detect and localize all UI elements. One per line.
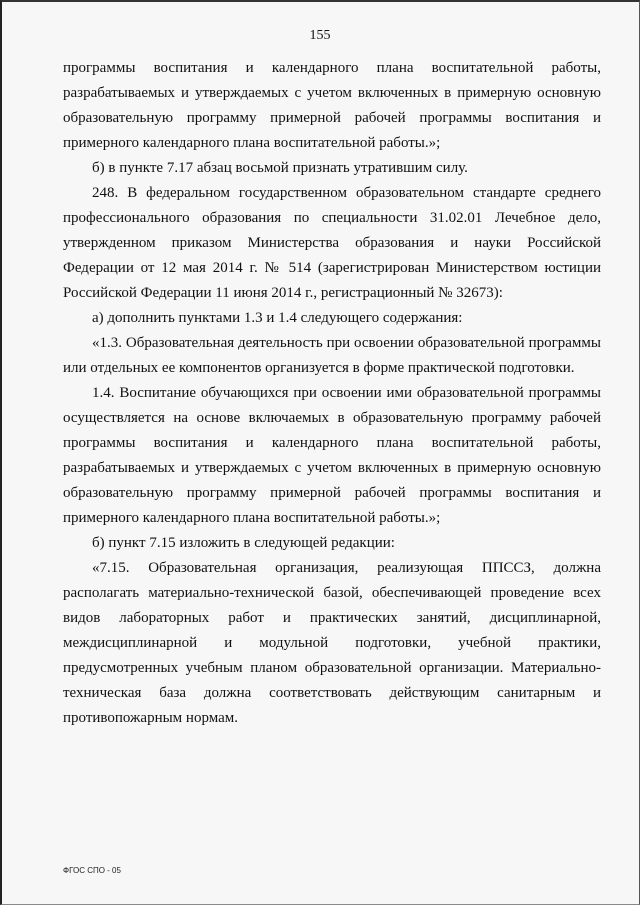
document-body	[63, 56, 601, 731]
paragraph-248-intro: 248. В федеральном государственном образовательном стандарте среднего профессионального образования по специальности 31.02.01 Лечебное дело, утвержденном приказом Министерства образования и науки Российской Федерации от 12 мая 2014 г. № 514 (зарегистрирован Министерством юстиции Российской Федерации 11 июня 2014 г., регистрационный № 32673):	[63, 185, 601, 301]
footer-code: ФГОС СПО - 05	[63, 866, 121, 875]
paragraph-7-17-amendment: б) в пункте 7.17 абзац восьмой признать утратившим силу.	[92, 160, 468, 176]
paragraph-add-items: а) дополнить пунктами 1.3 и 1.4 следующего содержания:	[92, 310, 463, 326]
page-number: 155	[309, 28, 331, 43]
paragraph-item-1-3: «1.3. Образовательная деятельность при освоении образовательной программы или отдельных ее компонентов организуется в форме практической подготовки.	[63, 335, 601, 376]
paragraph-item-7-15: «7.15. Образовательная организация, реализующая ППССЗ, должна располагать материально-технической базой, обеспечивающей проведение всех видов лабораторных работ и практических занятий, дисциплинарной, междисциплинарной и модульной подготовки, учебной практики, предусмотренных учебным планом образовательной организации. Материально-техническая база должна соответствовать действующим санитарным и противопожарным нормам.	[63, 560, 601, 726]
paragraph-7-15-heading: б) пункт 7.15 изложить в следующей редакции:	[92, 535, 395, 551]
paragraph-continuation: программы воспитания и календарного плана воспитательной работы, разрабатываемых и утверждаемых с учетом включенных в примерную основную образовательную программу примерной рабочей программы воспитания и примерного календарного плана воспитательной работы.»;	[63, 60, 601, 151]
paragraph-item-1-4: 1.4. Воспитание обучающихся при освоении ими образовательной программы осуществляется на основе включаемых в образовательную программу рабочей программы воспитания и календарного плана воспитательной работы, разрабатываемых и утверждаемых с учетом включенных в примерную основную образовательную программу примерной рабочей программы воспитания и примерного календарного плана воспитательной работы.»;	[63, 385, 601, 526]
